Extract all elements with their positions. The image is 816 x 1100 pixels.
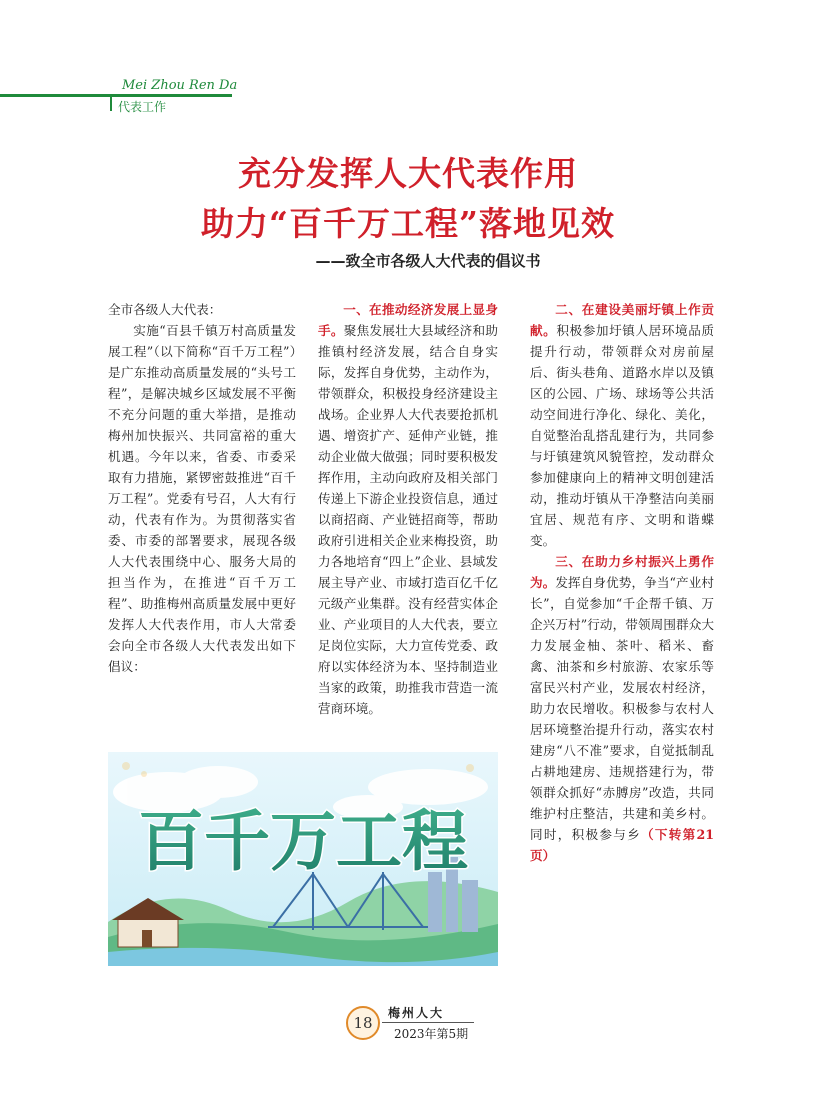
section-1-heading: 一、在推动经济发展上显身手。: [318, 302, 498, 338]
column-3: [530, 299, 714, 866]
section-3-heading: 三、在助力乡村振兴上勇作为。: [530, 554, 714, 590]
article-title-line-2: 助力“百千万工程”落地见效: [201, 204, 615, 243]
running-header: [0, 70, 300, 120]
section-2-heading: 二、在建设美丽圩镇上作贡献。: [530, 302, 714, 338]
banner-art: [108, 752, 498, 966]
section-1-body: 聚焦发展壮大县域经济和助推镇村经济发展，结合自身实际，发挥自身优势，主动作为，带领群众，积极投身经济建设主战场。企业界人大代表要抢抓机遇、增资扩产、延伸产业链，推动企业做大做强；同时要积极发挥作用，主动向政府及相关部门传递上下游企业投资信息，通过以商招商、产业链招商等，帮助政府引进相关企业来梅投资，助力各地培育“四上”企业、县域发展主导产业、市域打造百亿千亿元级产业集群。没有经营实体企业、产业项目的人大代表，要立足岗位实际，大力宣传党委、政府以实体经济为本、坚持制造业当家的政策，助推我市营造一流营商环境。: [318, 323, 499, 716]
publication-name: 梅州人大: [388, 1006, 445, 1020]
section-3-paragraph: [530, 551, 714, 866]
section-2-paragraph: [530, 299, 714, 551]
banner-title-text: 百千万工程: [138, 803, 468, 880]
section-2-body: 积极参加圩镇人居环境品质提升行动，带领群众对房前屋后、街头巷角、道路水岸以及镇区的公园、广场、球场等公共活动空间进行净化、绿化、美化，自觉整治乱搭乱建行为，共同参与圩镇建筑风貌管控，发动群众参加健康向上的精神文明创建活动，推动圩镇从干净整洁向美丽宜居、规范有序、文明和谐蝶变。: [530, 323, 715, 548]
header-rule-tick: [110, 97, 112, 111]
salutation: 全市各级人大代表：: [108, 302, 222, 317]
continued-note: （下转第21页）: [530, 827, 714, 863]
issue-label: 2023年第5期: [394, 1027, 469, 1041]
page-number: 18: [346, 1006, 380, 1040]
section-1-paragraph: [318, 299, 498, 719]
article-subtitle: ——致全市各级人大代表的倡议书: [315, 252, 541, 270]
article-title-line-1: 充分发挥人大代表作用: [238, 154, 578, 193]
column-2: [318, 299, 498, 719]
footer-rule: [382, 1022, 474, 1023]
header-brand: Mei Zhou Ren Da: [122, 78, 238, 93]
header-rule: [0, 94, 232, 97]
header-section: 代表工作: [118, 100, 167, 114]
banner-illustration: [108, 752, 498, 966]
intro-paragraph: 实施“百县千镇万村高质量发展工程”（以下简称“百千万工程”）是广东推动高质量发展的“头号工程”，是解决城乡区域发展不平衡不充分问题的重大举措，是推动梅州加快振兴、共同富裕的重大机遇。今年以来，省委、市委采取有力措施，紧锣密鼓推进“百千万工程”。党委有号召，人大有行动，代表有作为。为贯彻落实省委、市委的部署要求，展现各级人大代表围绕中心、服务大局的担当作为，在推进“百千万工程”、助推梅州高质量发展中更好发挥人大代表作用，市人大常委会向全市各级人大代表发出如下倡议：: [108, 323, 296, 674]
section-3-body: 发挥自身优势，争当“产业村长”，自觉参加“千企帮千镇、万企兴万村”行动，带领周围群众大力发展金柚、茶叶、稻米、畜禽、油茶和乡村旅游、农家乐等富民兴村产业，发展农村经济，助力农民增收。积极参与农村人居环境整治提升行动，落实农村建房“八不准”要求，自觉抵制乱占耕地建房、违规搭建行为，带领群众抓好“赤膊房”改造，共同维护村庄整洁，共建和美乡村。同时，积极参与乡: [530, 575, 714, 842]
column-1: [108, 299, 296, 677]
